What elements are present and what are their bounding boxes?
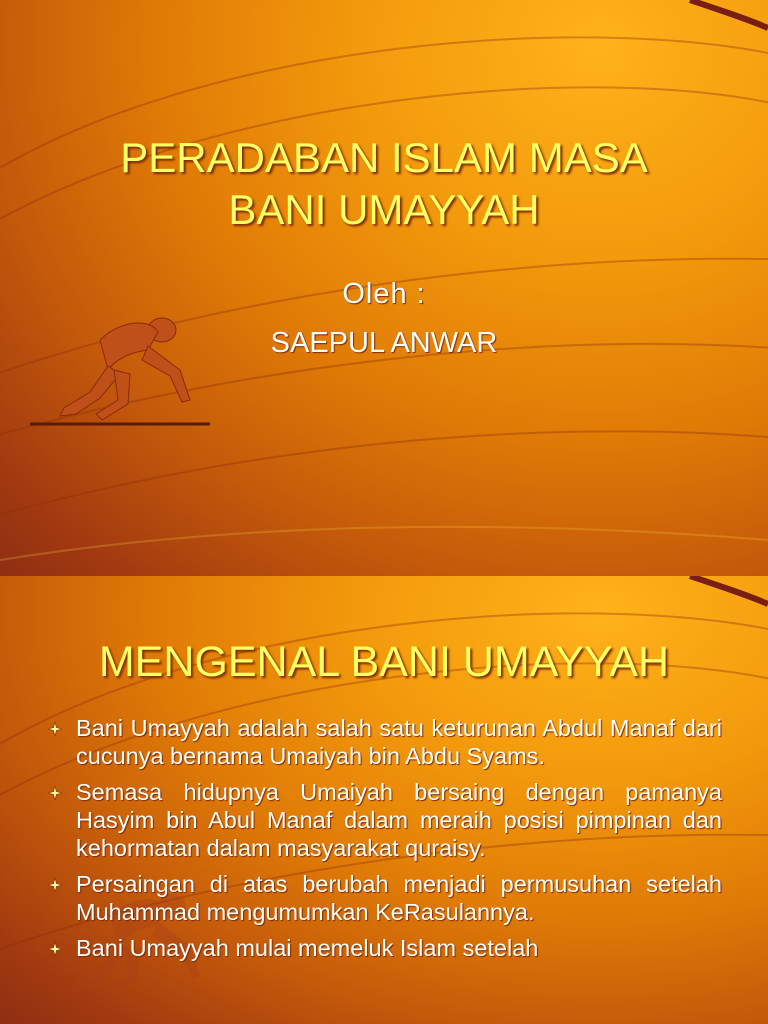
list-item: [44, 934, 722, 962]
title-line-2: BANI UMAYYAH: [228, 186, 540, 233]
sprinter-icon: [30, 300, 210, 430]
content-slide: [0, 576, 768, 1024]
bullet-text: Semasa hidupnya Umaiyah bersaing dengan pamanya Hasyim bin Abul Manaf dalam meraih posisi pimpinan dan kehormatan dalam masyarakat quraisy.: [76, 779, 722, 861]
star-bullet-icon: [48, 786, 62, 800]
slide-title: [40, 132, 728, 236]
byline-label: Oleh :: [342, 278, 426, 310]
title-line-1: PERADABAN ISLAM MASA: [120, 134, 648, 181]
list-item: [44, 870, 722, 926]
bullet-text: Bani Umayyah mulai memeluk Islam setelah: [76, 935, 539, 961]
bullet-list: [44, 714, 722, 970]
star-bullet-icon: [48, 878, 62, 892]
star-bullet-icon: [48, 722, 62, 736]
list-item: [44, 714, 722, 770]
slide-heading: MENGENAL BANI UMAYYAH: [98, 638, 670, 686]
author-name: SAEPUL ANWAR: [270, 327, 498, 359]
star-bullet-icon: [48, 942, 62, 956]
bullet-text: Persaingan di atas berubah menjadi permusuhan setelah Muhammad mengumumkan KeRasulannya.: [76, 871, 722, 925]
list-item: [44, 778, 722, 862]
bullet-text: Bani Umayyah adalah salah satu keturunan Abdul Manaf dari cucunya bernama Umaiyah bin Abdu Syams.: [76, 715, 722, 769]
